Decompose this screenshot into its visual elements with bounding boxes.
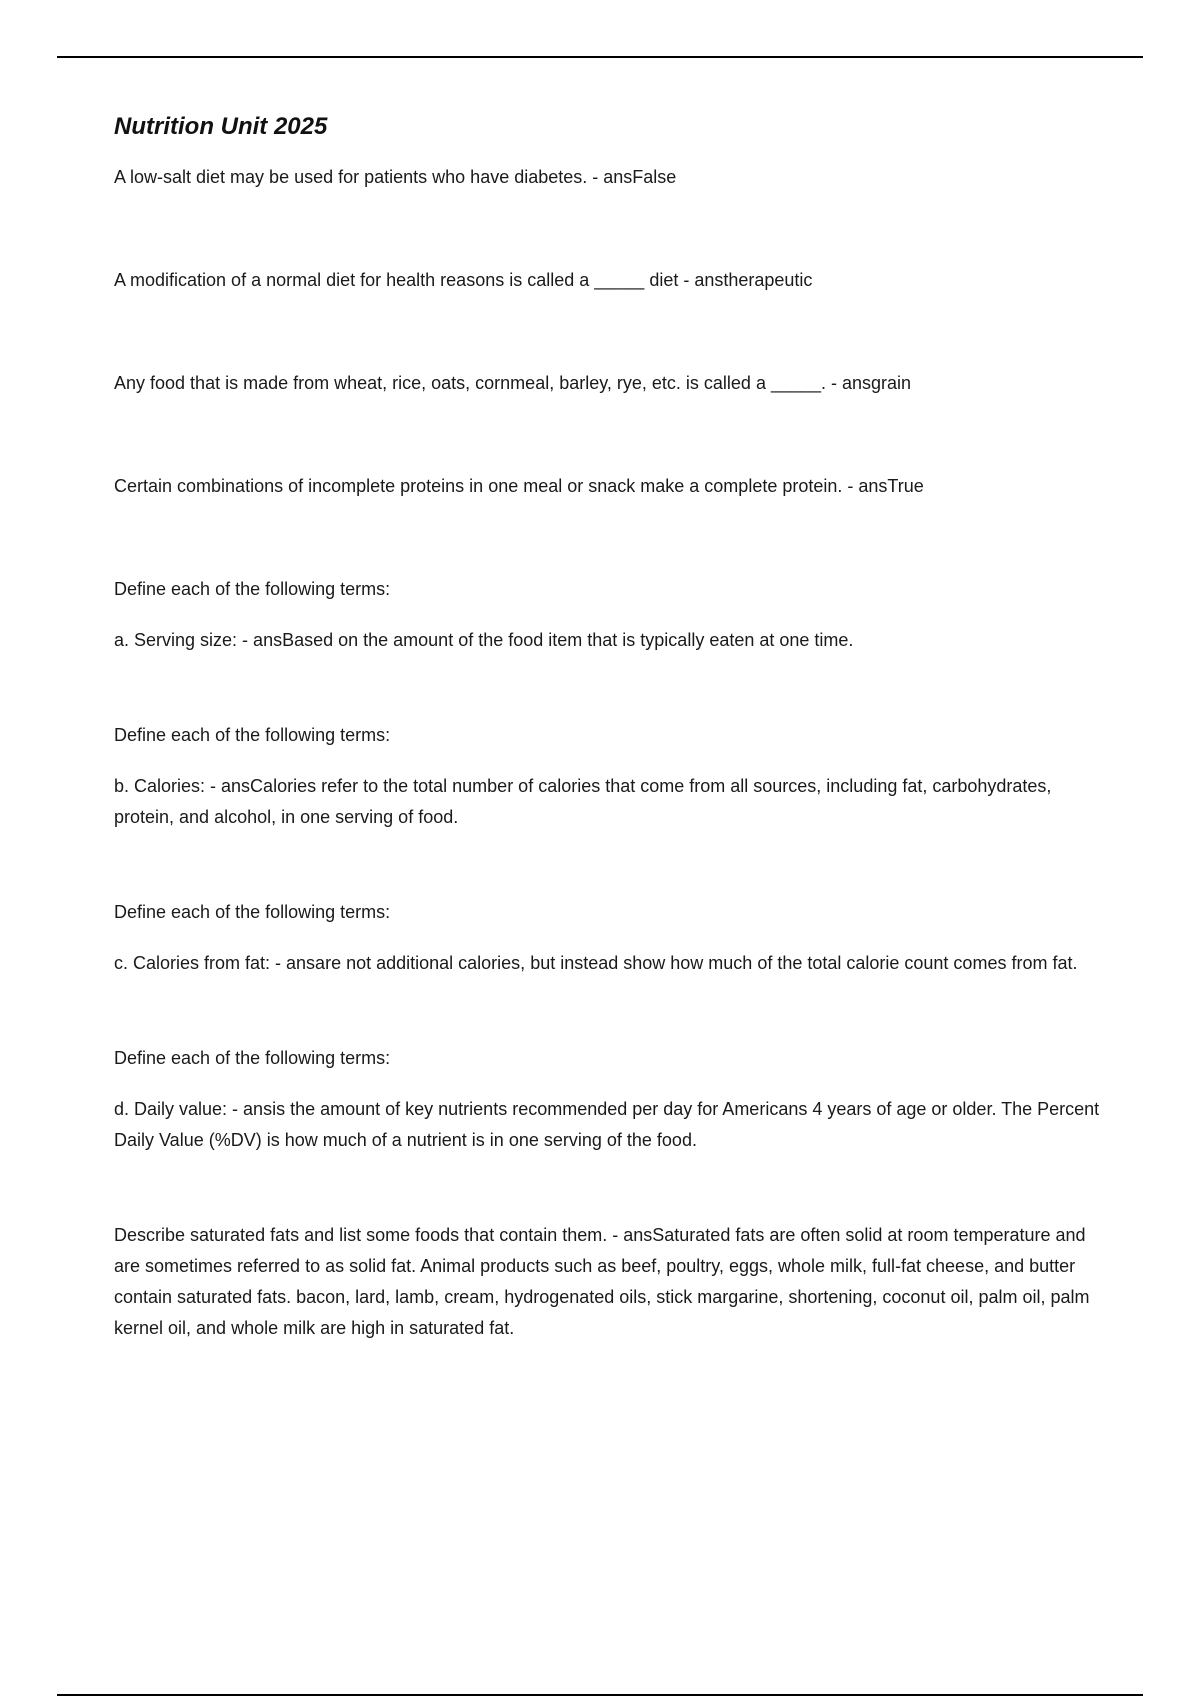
qa-prompt: Define each of the following terms:	[114, 902, 391, 922]
qa-item	[114, 265, 1114, 296]
qa-item	[114, 897, 1114, 979]
top-rule	[57, 56, 1143, 58]
qa-item	[114, 720, 1114, 833]
document-body	[114, 112, 1114, 1344]
qa-text: a. Serving size: - ansBased on the amount of the food item that is typically eaten at one time.	[114, 630, 854, 650]
qa-text: b. Calories: - ansCalories refer to the total number of calories that come from all sources, including fat, carbohydrates, protein, and alcohol, in one serving of food.	[114, 776, 1052, 827]
qa-item	[114, 368, 1114, 399]
qa-text: Certain combinations of incomplete proteins in one meal or snack make a complete protein. - ansTrue	[114, 476, 924, 496]
qa-text: A modification of a normal diet for health reasons is called a _____ diet - anstherapeutic	[114, 270, 813, 290]
qa-text: Describe saturated fats and list some foods that contain them. - ansSaturated fats are often solid at room temperature and are sometimes referred to as solid fat. Animal products such as beef, poultry, eggs, whole milk, full-fat cheese, and butter contain saturated fats. bacon, lard, lamb, cream, hydrogenated oils, stick margarine, shortening, coconut oil, palm oil, palm kernel oil, and whole milk are high in saturated fat.	[114, 1225, 1090, 1338]
qa-text: d. Daily value: - ansis the amount of key nutrients recommended per day for Americans 4 years of age or older. The Percent Daily Value (%DV) is how much of a nutrient is in one serving of the food.	[114, 1099, 1100, 1150]
qa-prompt: Define each of the following terms:	[114, 579, 391, 599]
qa-item	[114, 471, 1114, 502]
qa-item	[114, 1220, 1114, 1344]
qa-prompt: Define each of the following terms:	[114, 1048, 391, 1068]
qa-text: Any food that is made from wheat, rice, oats, cornmeal, barley, rye, etc. is called a _____. - ansgrain	[114, 373, 912, 393]
qa-prompt: Define each of the following terms:	[114, 725, 391, 745]
bottom-rule	[57, 1694, 1143, 1696]
qa-item	[114, 1043, 1114, 1156]
qa-item	[114, 162, 1114, 193]
qa-text: A low-salt diet may be used for patients who have diabetes. - ansFalse	[114, 167, 677, 187]
qa-text: c. Calories from fat: - ansare not additional calories, but instead show how much of the total calorie count comes from fat.	[114, 953, 1078, 973]
document-title: Nutrition Unit 2025	[114, 113, 328, 140]
qa-item	[114, 574, 1114, 656]
